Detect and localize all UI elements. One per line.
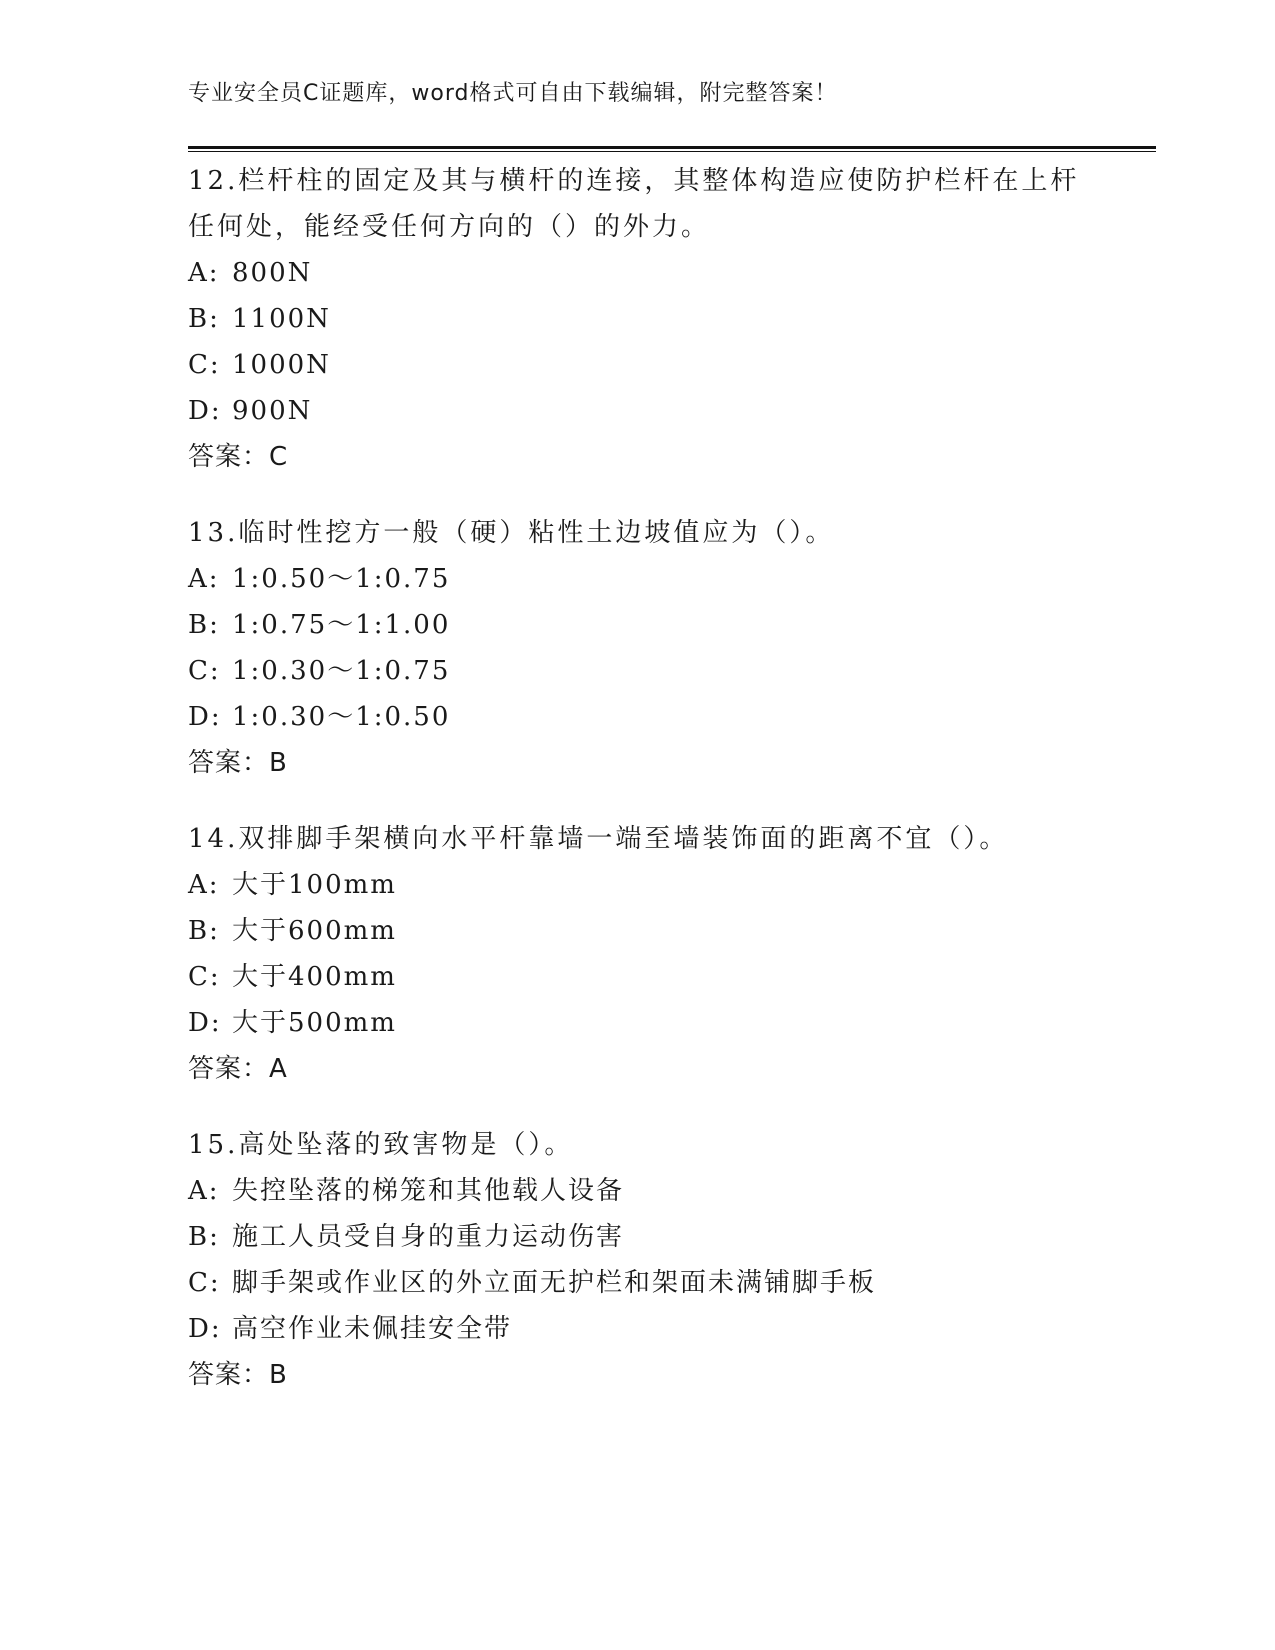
answer-line: 答案：C <box>188 442 289 472</box>
option-a <box>188 556 1088 602</box>
option-key: D: <box>188 1008 222 1038</box>
option-c <box>188 954 1088 1000</box>
option-key: B: <box>188 916 220 946</box>
option-text: 大于400mm <box>232 962 397 992</box>
option-b <box>188 296 1088 342</box>
answer-line: 答案：B <box>188 1360 288 1390</box>
option-text: 高空作业未佩挂安全带 <box>232 1314 513 1344</box>
option-b <box>188 602 1088 648</box>
option-key: D: <box>188 702 222 732</box>
option-text: 1:0.75～1:1.00 <box>232 610 451 640</box>
option-d <box>188 1000 1088 1046</box>
option-a <box>188 250 1088 296</box>
option-text: 失控坠落的梯笼和其他载人设备 <box>232 1176 625 1206</box>
option-c <box>188 342 1088 388</box>
option-text: 脚手架或作业区的外立面无护栏和架面未满铺脚手板 <box>232 1268 877 1298</box>
option-key: D: <box>188 396 222 426</box>
option-key: A: <box>188 870 220 900</box>
option-text: 900N <box>232 396 313 426</box>
option-key: B: <box>188 610 220 640</box>
option-key: B: <box>188 1222 220 1252</box>
option-a <box>188 862 1088 908</box>
option-key: C: <box>188 656 221 686</box>
option-text: 1000N <box>232 350 331 380</box>
option-d <box>188 694 1088 740</box>
header-divider <box>188 146 1156 152</box>
option-text: 大于100mm <box>232 870 397 900</box>
option-key: A: <box>188 258 220 288</box>
option-key: A: <box>188 1176 220 1206</box>
question-15 <box>188 1122 1088 1398</box>
option-key: C: <box>188 350 221 380</box>
option-b <box>188 1214 1088 1260</box>
option-key: A: <box>188 564 220 594</box>
option-c <box>188 1260 1088 1306</box>
question-stem: 15.高处坠落的致害物是（）。 <box>188 1130 574 1160</box>
option-key: C: <box>188 1268 221 1298</box>
question-stem: 13.临时性挖方一般（硬）粘性土边坡值应为（）。 <box>188 518 835 548</box>
question-13 <box>188 510 1088 786</box>
question-14 <box>188 816 1088 1092</box>
option-text: 施工人员受自身的重力运动伤害 <box>232 1222 625 1252</box>
question-12 <box>188 158 1088 480</box>
answer-line: 答案：B <box>188 748 288 778</box>
question-stem: 14.双排脚手架横向水平杆靠墙一端至墙装饰面的距离不宜（）。 <box>188 824 1009 854</box>
option-d <box>188 1306 1088 1352</box>
option-key: B: <box>188 304 220 334</box>
question-stem: 12.栏杆柱的固定及其与横杆的连接，其整体构造应使防护栏杆在上杆任何处，能经受任何方向的（）的外力。 <box>188 166 1080 242</box>
option-c <box>188 648 1088 694</box>
question-list <box>188 158 1088 1428</box>
option-text: 800N <box>232 258 313 288</box>
option-text: 大于500mm <box>232 1008 397 1038</box>
option-key: C: <box>188 962 221 992</box>
option-text: 1:0.30～1:0.50 <box>232 702 451 732</box>
option-d <box>188 388 1088 434</box>
page-header: 专业安全员C证题库，word格式可自由下载编辑，附完整答案！ <box>188 81 838 106</box>
option-text: 1:0.50～1:0.75 <box>232 564 451 594</box>
option-text: 1100N <box>232 304 331 334</box>
option-b <box>188 908 1088 954</box>
option-text: 1:0.30～1:0.75 <box>232 656 451 686</box>
option-a <box>188 1168 1088 1214</box>
answer-line: 答案：A <box>188 1054 288 1084</box>
option-key: D: <box>188 1314 222 1344</box>
option-text: 大于600mm <box>232 916 397 946</box>
